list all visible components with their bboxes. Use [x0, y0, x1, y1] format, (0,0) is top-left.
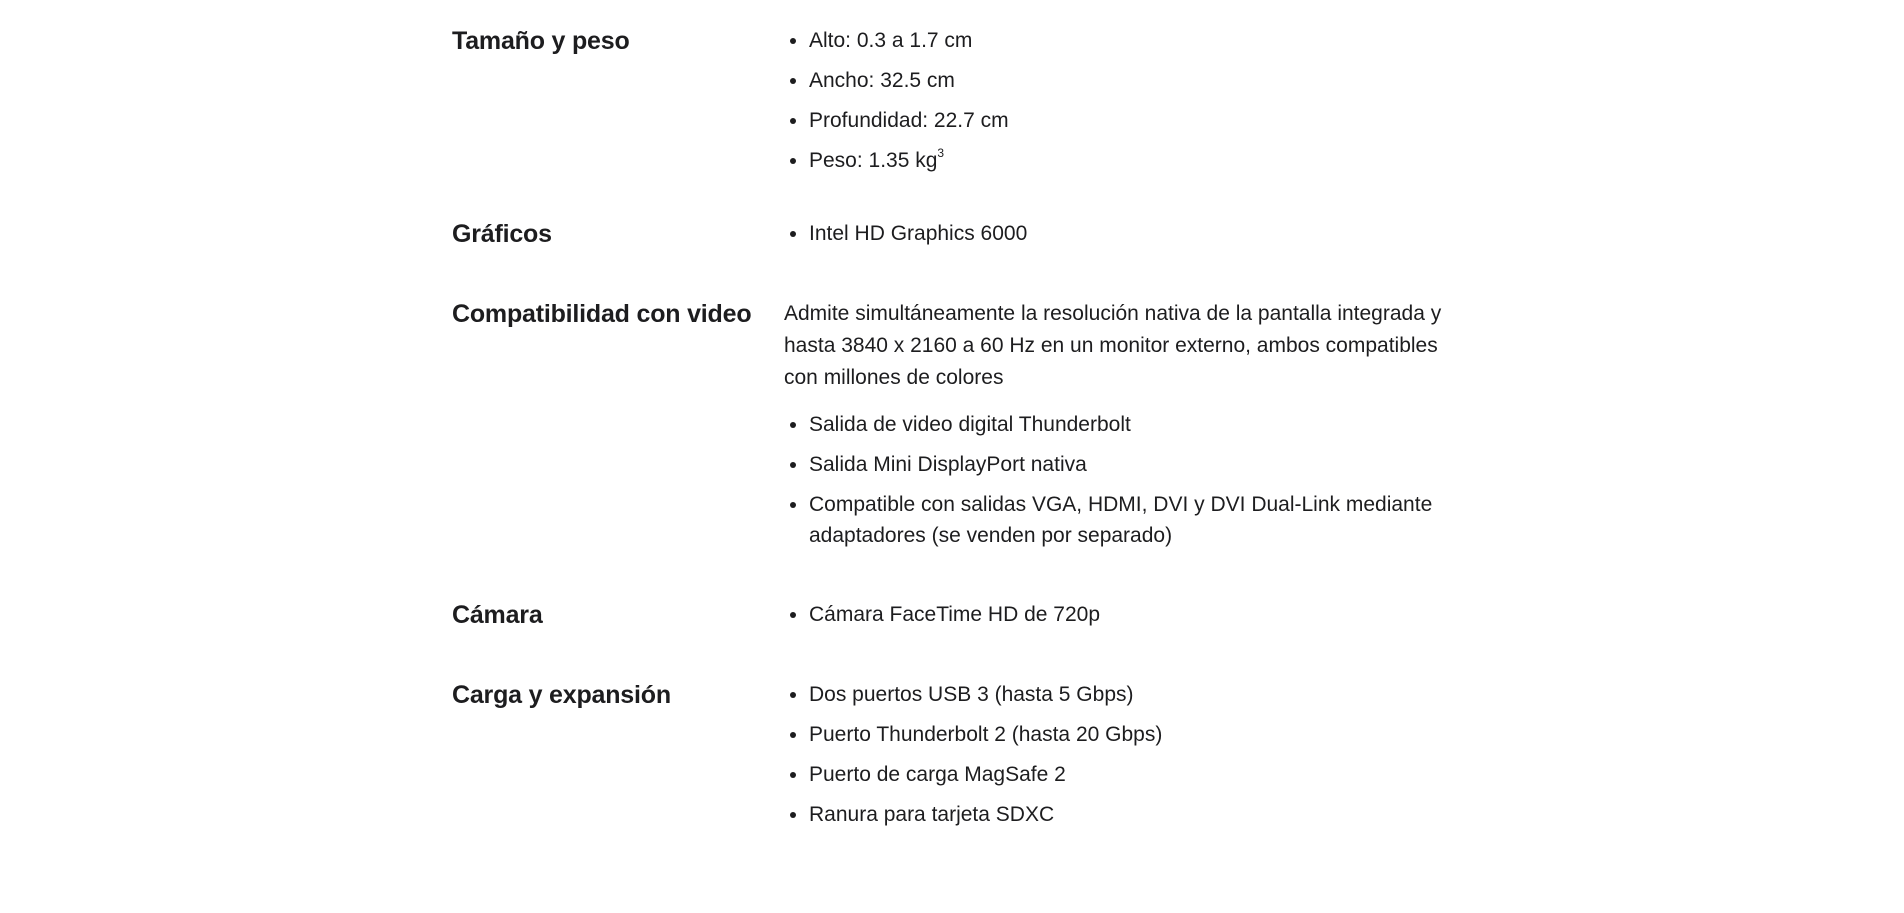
footnote-link[interactable]: 3: [937, 146, 945, 160]
spec-item-camera: • Cámara FaceTime HD de 720p: [809, 599, 1472, 630]
spec-item-adapters: • Compatible con salidas VGA, HDMI, DVI y DVI Dual-Link mediante adaptadores (se venden por separado): [809, 489, 1472, 551]
spec-title: Compatibilidad con video: [452, 300, 752, 328]
spec-body: [784, 599, 1472, 630]
spec-item-thunderbolt-port: • Puerto Thunderbolt 2 (hasta 20 Gbps): [809, 719, 1472, 750]
spec-list: [784, 25, 1472, 176]
spec-item-weight: [809, 145, 1472, 176]
spec-list: [784, 599, 1472, 630]
tech-specs-list: [452, 0, 1472, 826]
spec-section-camera: [452, 599, 1472, 631]
spec-item-height: • Alto: 0.3 a 1.7 cm: [809, 25, 1472, 56]
spec-list: [784, 409, 1472, 551]
spec-body: [784, 679, 1472, 830]
spec-title: Carga y expansión: [452, 681, 671, 709]
spec-section-expansion: [452, 679, 1472, 830]
spec-list: [784, 218, 1472, 249]
spec-body: [784, 218, 1472, 249]
spec-list: [784, 679, 1472, 830]
spec-section-video: [452, 298, 1472, 551]
spec-title: Cámara: [452, 601, 543, 629]
spec-item-usb: • Dos puertos USB 3 (hasta 5 Gbps): [809, 679, 1472, 710]
spec-section-graphics: [452, 218, 1472, 250]
spec-item-width: • Ancho: 32.5 cm: [809, 65, 1472, 96]
spec-item-mini-displayport: • Salida Mini DisplayPort nativa: [809, 449, 1472, 480]
spec-body: [784, 298, 1472, 551]
spec-item-graphics: • Intel HD Graphics 6000: [809, 218, 1472, 249]
spec-intro-text: Admite simultáneamente la resolución nativa de la pantalla integrada y hasta 3840 x 2160 a 60 Hz en un monitor externo, ambos compatibles con millones de colores: [784, 302, 1442, 389]
spec-item-weight-text: Peso: 1.35 kg: [809, 149, 938, 172]
spec-title: Gráficos: [452, 220, 552, 248]
spec-section-size-weight: [452, 25, 1472, 176]
spec-body: [784, 25, 1472, 176]
spec-title: Tamaño y peso: [452, 27, 630, 55]
spec-item-depth: • Profundidad: 22.7 cm: [809, 105, 1472, 136]
spec-item-sdxc: • Ranura para tarjeta SDXC: [809, 799, 1472, 830]
spec-item-thunderbolt-video: • Salida de video digital Thunderbolt: [809, 409, 1472, 440]
spec-item-magsafe: • Puerto de carga MagSafe 2: [809, 759, 1472, 790]
